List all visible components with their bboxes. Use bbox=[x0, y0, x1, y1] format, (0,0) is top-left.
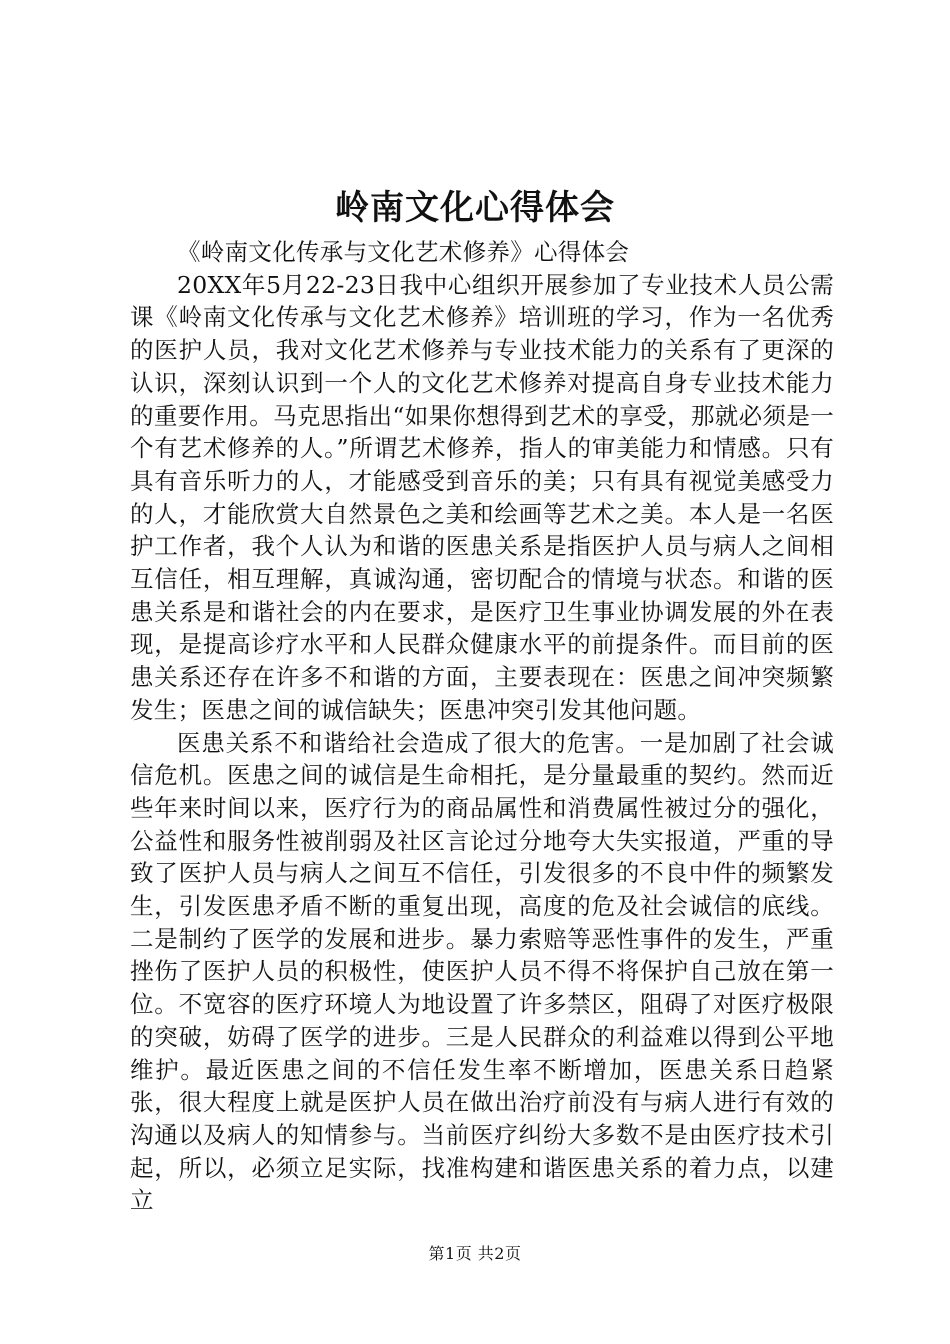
page-footer: 第1页 共2页 bbox=[428, 1244, 522, 1263]
subtitle-paragraph: 《岭南文化传承与文化艺术修养》心得体会 bbox=[177, 238, 630, 266]
document-body bbox=[130, 236, 834, 1217]
body-paragraph-2: 医患关系不和谐给社会造成了很大的危害。一是加剧了社会诚信危机。医患之间的诚信是生命相托，是分量最重的契约。然而近些年来时间以来，医疗行为的商品属性和消费属性被过分的强化，公益性和服务性被削弱及社区言论过分地夸大失实报道，严重的导致了医护人员与病人之间互不信任，引发很多的不良中件的频繁发生，引发医患矛盾不断的重复出现，高度的危及社会诚信的底线。二是制约了医学的发展和进步。暴力索赔等恶性事件的发生，严重挫伤了医护人员的积极性，使医护人员不得不将保护自己放在第一位。不宽容的医疗环境人为地设置了许多禁区，阻碍了对医疗极限的突破，妨碍了医学的进步。三是人民群众的利益难以得到公平地维护。最近医患之间的不信任发生率不断增加，医患关系日趋紧张，很大程度上就是医护人员在做出治疗前没有与病人进行有效的沟通以及病人的知情参与。当前医疗纠纷大多数不是由医疗技术引起，所以，必须立足实际，找准构建和谐医患关系的着力点，以建立 bbox=[130, 728, 834, 1215]
document-title: 岭南文化心得体会 bbox=[335, 188, 615, 228]
body-paragraph-1: 20XX年5月22-23日我中心组织开展参加了专业技术人员公需课《岭南文化传承与文化艺术修养》培训班的学习，作为一名优秀的医护人员，我对文化艺术修养与专业技术能力的关系有了更深的认识，深刻认识到一个人的文化艺术修养对提高自身专业技术能力的重要作用。马克思指出“如果你想得到艺术的享受，那就必须是一个有艺术修养的人。”所谓艺术修养，指人的审美能力和情感。只有具有音乐听力的人，才能感受到音乐的美；只有具有视觉美感受力的人，才能欣赏大自然景色之美和绘画等艺术之美。本人是一名医护工作者，我个人认为和谐的医患关系是指医护人员与病人之间相互信任，相互理解，真诚沟通，密切配合的情境与状态。和谐的医患关系是和谐社会的内在要求，是医疗卫生事业协调发展的外在表现，是提高诊疗水平和人民群众健康水平的前提条件。而目前的医患关系还存在许多不和谐的方面，主要表现在：医患之间冲突频繁发生；医患之间的诚信缺失；医患冲突引发其他问题。 bbox=[130, 270, 834, 724]
